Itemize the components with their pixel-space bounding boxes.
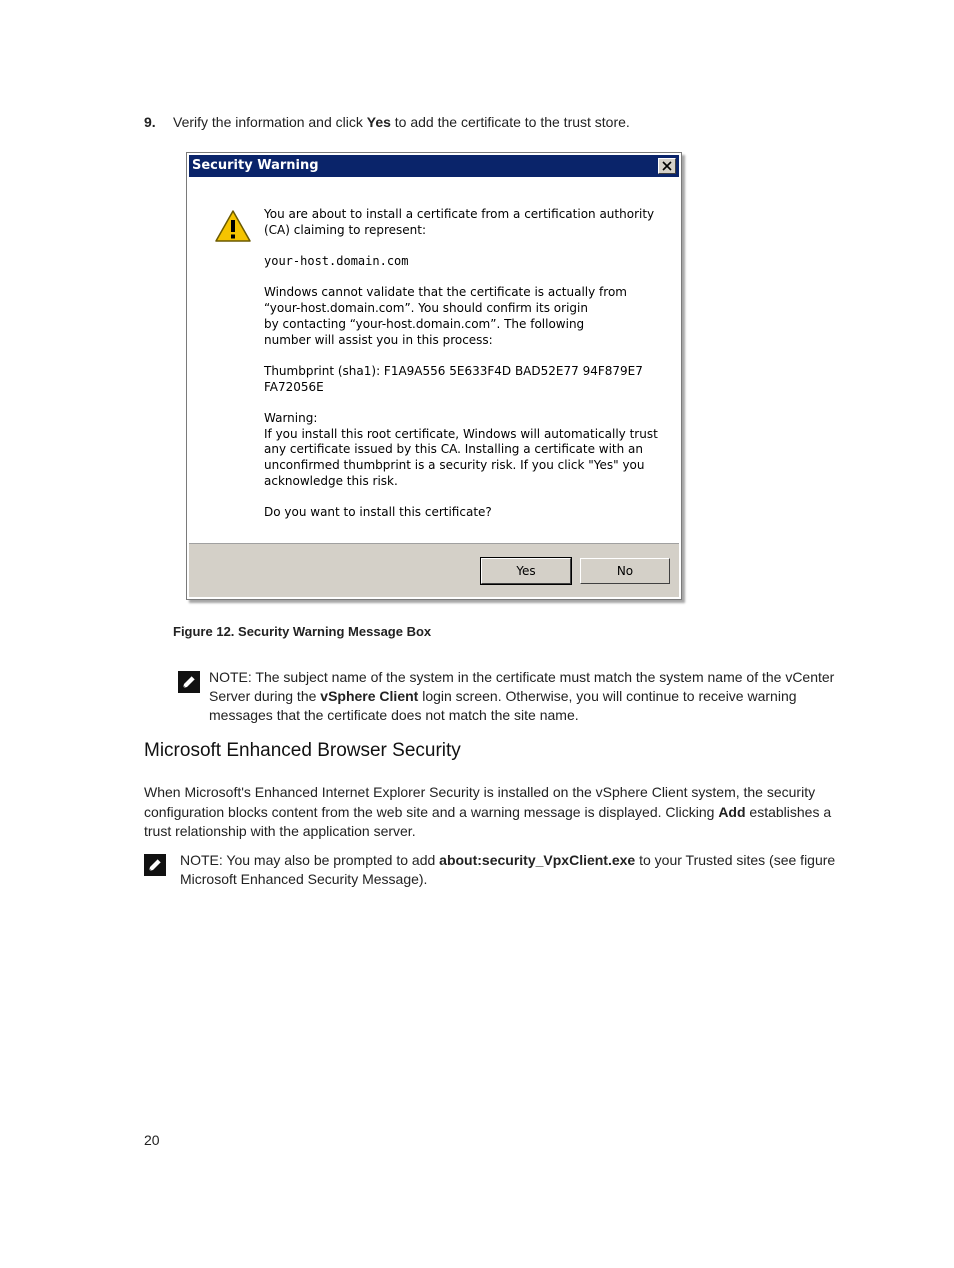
dialog-titlebar [189, 155, 679, 177]
step-9 [144, 113, 630, 132]
close-button[interactable] [658, 158, 676, 174]
dialog-thumbprint: Thumbprint (sha1): F1A9A556 5E633F4D BAD52E77 94F879E7 FA72056E [264, 363, 643, 394]
note1-text-after: login screen. Otherwise, you will continue to receive warning messages that the certificate does not match the site name. [209, 688, 797, 723]
page-number: 20 [144, 1132, 160, 1148]
dialog-host: your-host.domain.com [264, 254, 409, 269]
dialog-validate-text: Windows cannot validate that the certificate is actually from “your-host.domain.com”. You should confirm its origin by contacting “your-host.domain.com”. The following number will assist you in this process: [264, 285, 627, 347]
note-pencil-icon [144, 854, 166, 876]
para-bold: Add [718, 803, 746, 820]
para-text-before: When Microsoft's Enhanced Internet Explorer Security is installed on the vSphere Client system, the security configuration blocks content from the web site and a warning message is displayed. Clicking [144, 784, 816, 820]
step-text-after: to add the certificate to the trust store. [390, 114, 630, 130]
dialog-message [264, 207, 664, 537]
security-warning-dialog [186, 152, 682, 600]
dialog-warning: Warning: If you install this root certificate, Windows will automatically trust any certificate issued by this CA. Installing a certificate with an unconfirmed thumbprint is a security risk. If you click "Yes" you acknowledge this risk. [264, 411, 658, 488]
para-text-after: establishes a trust relationship with the application server. [144, 803, 832, 839]
note2-text-before: You may also be prompted to add [222, 852, 440, 868]
step-bold: Yes [366, 114, 391, 130]
note2-bold: about:security_VpxClient.exe [439, 852, 636, 868]
note2-text-after: to your Trusted sites (see figure Microsoft Enhanced Security Message). [180, 852, 836, 887]
note1-text-before: The subject name of the system in the certificate must match the system name of the vCenter Server during the [209, 669, 835, 704]
yes-button[interactable]: Yes [481, 558, 571, 584]
dialog-intro: You are about to install a certificate from a certification authority (CA) claiming to represent: [264, 207, 655, 237]
note-trusted-sites [180, 851, 840, 889]
step-text-before: Verify the information and click [173, 114, 367, 130]
note1-bold: vSphere Client [320, 688, 419, 704]
note-subject-name [209, 668, 849, 725]
dialog-question: Do you want to install this certificate? [264, 505, 492, 520]
body-paragraph [144, 783, 844, 842]
step-number: 9. [144, 114, 156, 130]
section-heading: Microsoft Enhanced Browser Security [144, 740, 461, 761]
warning-icon [214, 209, 252, 243]
no-button[interactable]: No [580, 558, 670, 584]
dialog-button-bar [189, 543, 679, 597]
note-label: NOTE: [180, 852, 223, 868]
dialog-title: Security Warning [192, 158, 319, 173]
note-label: NOTE: [209, 669, 252, 685]
figure-caption: Figure 12. Security Warning Message Box [173, 624, 432, 639]
close-icon [659, 159, 675, 173]
note-pencil-icon [178, 671, 200, 693]
